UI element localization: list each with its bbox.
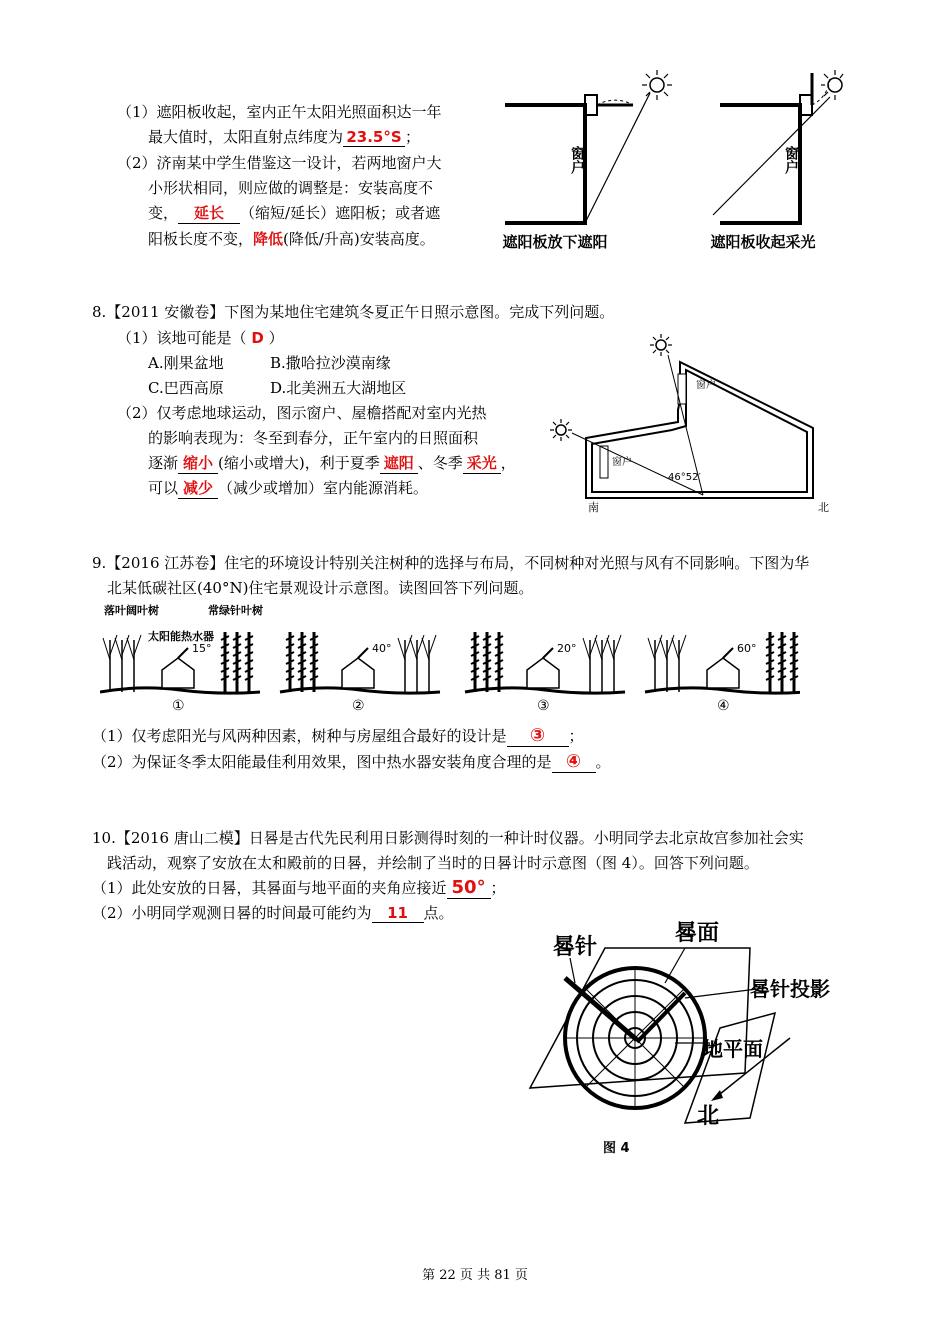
q9-p1-pre: （1）仅考虑阳光与风两种因素，树种与房屋组合最好的设计是 [92,727,507,745]
q7-p1b [148,126,420,147]
solar-heater [723,648,733,658]
q9-angle-label: 40° [372,642,392,655]
q8-option-b: B.撒哈拉沙漠南缘 [270,354,391,372]
q7-right-caption: 遮阳板收起采光 [710,233,816,251]
q9-title-line2: 北某低碳社区(40°N)住宅景观设计示意图。读图回答下列问题。 [107,579,534,597]
q8-p1-pre: （1）该地可能是（ [117,329,247,347]
q9-heater-label: 太阳能热水器 [148,630,214,643]
q7-p1a: （1）遮阳板收起，室内正午太阳光照面积达一年 [117,103,442,121]
q8-option-a: A.刚果盆地 [148,354,224,372]
q10-north-label: 北 [697,1104,720,1129]
q8-option-d: D.北美洲五大湖地区 [270,379,407,397]
q9-p2-answer: ④ [552,751,596,773]
q10-ground-label: 地平面 [703,1037,763,1061]
q8-p1-post: ） [268,329,284,347]
q9-angle-label: 15° [192,642,212,655]
sun-icon [550,419,572,441]
q10-gnomon-label: 晷针 [553,935,598,960]
house-icon [527,658,559,688]
q9-p1-post: ； [568,727,584,745]
q8-p2d-answer: 减少 [178,477,218,499]
q9-scene-1 [100,632,260,714]
q10-p2-pre: （2）小明同学观测日晷的时间最可能约为 [92,904,372,922]
q10-gnomon [565,978,637,1040]
q10-p2 [92,902,454,923]
q7-left-diagram [502,70,672,251]
q9-angle-label: 20° [557,642,577,655]
q10-p2-answer: 11 [372,904,424,923]
house-icon [707,658,739,688]
page-footer: 第 22 页 共 81 页 [422,1268,528,1283]
q8-p2c-answer2: 遮阳 [380,452,418,474]
q9-deciduous-label: 落叶阔叶树 [104,604,159,617]
q8-p2d-post: （减少或增加）室内能源消耗。 [218,479,429,497]
q7-p2b: 小形状相同，则应做的调整是：安装高度不 [148,179,434,197]
q10-p1-post: ； [490,879,506,897]
q9-p1-answer: ③ [507,725,569,747]
q9-scene-number: ④ [717,698,730,714]
q9-scene-2 [280,632,440,714]
q10-shadow-label: 晷针投影 [750,977,830,1001]
q8-north-label: 北 [818,501,829,514]
q8-p2c-mid1: (缩小或增大)，利于夏季 [218,454,380,472]
q7-p1b-post: ； [405,128,421,146]
solar-heater [358,648,368,658]
q7-p2a: （2）济南某中学生借鉴这一设计，若两地窗户大 [117,154,442,172]
q8-window2-label: 窗户 [612,457,632,468]
q9-p2-post: 。 [595,753,611,771]
q10-p1-pre: （1）此处安放的日晷，其晷面与地平面的夹角应接近 [92,879,447,897]
q8-option-c: C.巴西高原 [148,379,224,397]
q9-scene-number: ② [352,698,365,714]
q9-scene-number: ③ [537,698,550,714]
q7-p2d [148,228,435,249]
q10-face-label: 晷面 [675,921,720,946]
q7-sunshade-figure [485,65,845,255]
q7-p1b-answer: 23.5°S [343,128,405,147]
q8-p2c-post: ， [500,454,516,472]
q7-right-window-label: 窗户 [783,146,799,174]
q9-p2-pre: （2）为保证冬季太阳能最佳利用效果，图中热水器安装角度合理的是 [92,753,552,771]
solar-heater [543,648,553,658]
q10-title-line2: 践活动，观察了安放在太和殿前的日晷，并绘制了当时的日晷计时示意图（图 4）。回答下列问题。 [107,854,759,872]
q9-scene-4 [645,632,800,714]
q9-scene-3 [465,632,625,714]
q8-p2c-pre: 逐渐 [148,454,179,472]
q8-p2b: 的影响表现为：冬至到春分，正午室内的日照面积 [148,429,479,447]
q10-figure-caption: 图 4 [603,1141,630,1156]
q7-p2c-post: （缩短/延长）遮阳板；或者遮 [240,204,441,222]
house-icon [162,658,194,688]
q10-sundial-figure [525,918,865,1163]
q9-landscape-figure [100,600,800,715]
q10-p1 [92,877,506,899]
q9-angle-label: 60° [737,642,757,655]
q8-p2a: （2）仅考虑地球运动，图示窗户、屋檐搭配对室内光热 [117,404,487,422]
q7-p2d-post: (降低/升高)安装高度。 [283,230,435,248]
solar-heater [178,648,188,658]
q9-evergreen-label: 常绿针叶树 [208,604,263,617]
q8-title: 8.【2011 安徽卷】下图为某地住宅建筑冬夏正午日照示意图。完成下列问题。 [92,303,615,321]
q7-right-diagram [710,70,843,251]
q7-left-window-label: 窗户 [569,146,585,174]
sun-icon [642,70,672,100]
q8-p2c-answer1: 缩小 [178,452,218,474]
q8-south-label: 南 [588,501,599,514]
q9-p1 [92,725,584,747]
q10-p2-post: 点。 [423,904,454,922]
q7-p1b-pre: 最大值时，太阳直射点纬度为 [148,128,344,146]
sun-icon [821,70,843,100]
q8-p2d [148,477,428,499]
q8-house-figure [548,330,833,515]
q7-p2c-answer: 延长 [178,202,240,224]
q7-left-caption: 遮阳板放下遮阳 [502,233,608,251]
q8-p1 [117,327,284,348]
q7-p2c-pre: 变， [148,204,179,222]
q8-angle-label: 46°52′ [668,472,701,483]
q8-window1-label: 窗户 [696,380,716,391]
q10-p1-answer: 50° [447,877,491,899]
q9-p2 [92,751,611,773]
q7-p2d-answer: 降低 [253,230,284,248]
q10-title-line1: 10.【2016 唐山二模】日晷是古代先民利用日影测得时刻的一种计时仪器。小明同学去北京故宫参加社会实 [92,829,804,847]
house-icon [342,658,374,688]
q7-p2c [148,202,440,224]
q7-p2d-pre: 阳板长度不变， [148,230,254,248]
q8-p2d-pre: 可以 [148,479,179,497]
q8-p2c-answer3: 采光 [463,452,501,474]
sun-icon [650,334,672,356]
q8-p1-answer: D [251,329,264,347]
q8-p2c [148,452,516,474]
q8-p2c-mid2: 、冬季 [417,454,463,472]
q9-title-line1: 9.【2016 江苏卷】住宅的环境设计特别关注树种的选择与布局，不同树种对光照与风有不同影响。下图为华 [92,554,810,572]
q9-scene-number: ① [172,698,185,714]
